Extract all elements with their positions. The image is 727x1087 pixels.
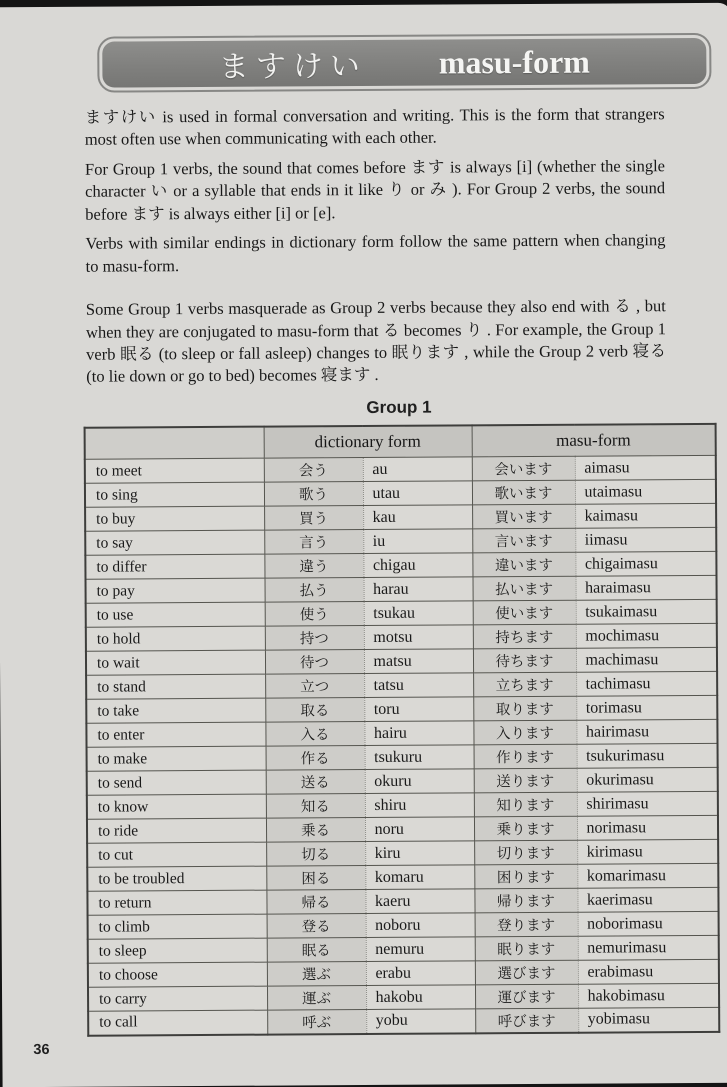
- cell-masu-jp: 入ります: [473, 720, 576, 745]
- cell-masu-ro: noborimasu: [578, 911, 719, 936]
- cell-masu-jp: 困ります: [474, 864, 577, 889]
- cell-dict-jp: 歌う: [264, 482, 363, 507]
- cell-masu-ro: komarimasu: [577, 863, 718, 888]
- chapter-title-bar-inner: [102, 38, 706, 88]
- cell-dict-jp: 言う: [264, 530, 363, 555]
- cell-masu-ro: tachimasu: [576, 671, 717, 696]
- cell-masu-jp: 払います: [472, 576, 575, 601]
- cell-dict-jp: 作る: [266, 746, 365, 771]
- cell-dict-ro: matsu: [364, 649, 473, 674]
- cell-masu-jp: 取ります: [473, 696, 576, 721]
- cell-masu-ro: hairimasu: [576, 719, 717, 744]
- cell-en: to carry: [88, 986, 267, 1011]
- chapter-title-bar: [97, 33, 711, 93]
- cell-masu-jp: 選びます: [475, 960, 578, 985]
- page-number: 36: [33, 1041, 50, 1059]
- cell-masu-jp: 切ります: [474, 840, 577, 865]
- cell-masu-jp: 使います: [473, 600, 576, 625]
- cell-masu-ro: nemurimasu: [578, 935, 719, 960]
- cell-dict-ro: iu: [363, 529, 472, 554]
- cell-en: to send: [87, 770, 266, 795]
- cell-masu-jp: 立ちます: [473, 672, 576, 697]
- cell-en: to sing: [85, 482, 264, 507]
- cell-masu-jp: 知ります: [474, 792, 577, 817]
- chapter-title-japanese: ますけい: [218, 49, 367, 84]
- cell-masu-ro: tsukurimasu: [577, 743, 718, 768]
- cell-masu-ro: kirimasu: [577, 839, 718, 864]
- cell-en: to choose: [88, 962, 267, 987]
- cell-en: to say: [85, 530, 264, 555]
- cell-dict-jp: 違う: [264, 554, 363, 579]
- cell-masu-jp: 会います: [472, 456, 575, 481]
- cell-dict-jp: 眠る: [267, 938, 366, 963]
- cell-dict-ro: harau: [363, 577, 472, 602]
- table-title: Group 1: [366, 397, 432, 417]
- cell-masu-jp: 持ちます: [473, 624, 576, 649]
- cell-dict-ro: noboru: [366, 913, 475, 938]
- cell-en: to call: [88, 1010, 267, 1035]
- cell-masu-ro: mochimasu: [576, 623, 717, 648]
- cell-dict-ro: chigau: [363, 553, 472, 578]
- cell-masu-jp: 登ります: [475, 912, 578, 937]
- cell-en: to ride: [87, 818, 266, 843]
- cell-masu-ro: hakobimasu: [578, 983, 719, 1008]
- cell-masu-ro: tsukaimasu: [576, 599, 717, 624]
- cell-en: to meet: [85, 458, 264, 483]
- verb-table-body: [85, 455, 720, 1035]
- table-row: [88, 1007, 719, 1035]
- cell-masu-jp: 帰ります: [474, 888, 577, 913]
- intro-text: [85, 103, 667, 395]
- cell-dict-jp: 呼ぶ: [267, 1010, 366, 1035]
- cell-en: to climb: [88, 914, 267, 939]
- cell-dict-jp: 取る: [265, 698, 364, 723]
- cell-dict-jp: 帰る: [266, 890, 365, 915]
- cell-dict-jp: 送る: [266, 770, 365, 795]
- cell-masu-jp: 言います: [472, 528, 575, 553]
- cell-masu-ro: torimasu: [576, 695, 717, 720]
- cell-en: to wait: [86, 650, 265, 675]
- cell-masu-jp: 違います: [472, 552, 575, 577]
- cell-masu-ro: okurimasu: [577, 767, 718, 792]
- cell-dict-jp: 買う: [264, 506, 363, 531]
- cell-masu-ro: yobimasu: [578, 1007, 719, 1032]
- paragraph-masquerade: Some Group 1 verbs masquerade as Group 2 verbs because they also end with る , but when they are conjugated to masu-form that る becomes り . For example, the Group 1 verb 眠る (to sleep or fall asleep) changes to 眠ります , while the Group 2 verb 寝る (to lie down or go to bed) becomes 寝ます .: [85, 296, 667, 387]
- cell-dict-jp: 使う: [265, 602, 364, 627]
- cell-dict-jp: 登る: [267, 914, 366, 939]
- cell-masu-jp: 運びます: [475, 984, 578, 1009]
- cell-dict-ro: kau: [363, 505, 472, 530]
- cell-dict-jp: 困る: [266, 866, 365, 891]
- cell-dict-ro: tsukau: [364, 601, 473, 626]
- cell-dict-ro: kiru: [365, 841, 474, 866]
- cell-masu-jp: 歌います: [472, 480, 575, 505]
- cell-dict-jp: 乗る: [266, 818, 365, 843]
- cell-dict-ro: tatsu: [364, 673, 473, 698]
- cell-en: to use: [86, 602, 265, 627]
- cell-dict-ro: komaru: [365, 865, 474, 890]
- cell-dict-ro: okuru: [365, 769, 474, 794]
- cell-masu-ro: shirimasu: [577, 791, 718, 816]
- cell-dict-jp: 待つ: [265, 650, 364, 675]
- cell-en: to know: [87, 794, 266, 819]
- cell-dict-jp: 払う: [264, 578, 363, 603]
- verb-conjugation-table: [84, 423, 721, 1036]
- cell-en: to make: [87, 746, 266, 771]
- cell-en: to hold: [86, 626, 265, 651]
- cell-masu-ro: iimasu: [575, 527, 716, 552]
- cell-en: to be troubled: [87, 866, 266, 891]
- paragraph-usage: ますけい is used in formal conversation and writing. This is the form that strangers most often use when communicating with each other.: [84, 104, 665, 150]
- cell-masu-jp: 送ります: [474, 768, 577, 793]
- header-masu-form: masu-form: [472, 424, 716, 457]
- cell-masu-ro: machimasu: [576, 647, 717, 672]
- cell-masu-jp: 眠ります: [475, 936, 578, 961]
- cell-dict-ro: hairu: [364, 721, 473, 746]
- cell-dict-ro: kaeru: [365, 889, 474, 914]
- table-header-row: [85, 424, 716, 459]
- cell-dict-jp: 知る: [266, 794, 365, 819]
- cell-dict-ro: yobu: [366, 1009, 475, 1034]
- paragraph-pattern: Verbs with similar endings in dictionary form follow the same pattern when changing to masu-form.: [85, 230, 666, 276]
- cell-masu-jp: 呼びます: [475, 1008, 578, 1033]
- cell-en: to sleep: [88, 938, 267, 963]
- cell-en: to buy: [85, 506, 264, 531]
- cell-masu-jp: 待ちます: [473, 648, 576, 673]
- cell-masu-ro: erabimasu: [578, 959, 719, 984]
- cell-masu-ro: kaimasu: [575, 503, 716, 528]
- cell-dict-ro: nemuru: [366, 937, 475, 962]
- cell-dict-jp: 会う: [264, 458, 363, 483]
- cell-masu-ro: chigaimasu: [575, 551, 716, 576]
- cell-dict-ro: tsukuru: [365, 745, 474, 770]
- cell-en: to take: [86, 698, 265, 723]
- cell-dict-jp: 立つ: [265, 674, 364, 699]
- header-dictionary-form: dictionary form: [264, 425, 472, 458]
- book-page: [0, 3, 727, 1087]
- cell-en: to return: [87, 890, 266, 915]
- cell-masu-ro: aimasu: [575, 455, 716, 480]
- cell-dict-ro: motsu: [364, 625, 473, 650]
- cell-en: to pay: [86, 578, 265, 603]
- cell-dict-ro: erabu: [366, 961, 475, 986]
- cell-dict-ro: shiru: [365, 793, 474, 818]
- cell-en: to enter: [86, 722, 265, 747]
- cell-masu-ro: kaerimasu: [577, 887, 718, 912]
- cell-dict-ro: utau: [363, 481, 472, 506]
- cell-masu-ro: haraimasu: [575, 575, 716, 600]
- cell-dict-ro: au: [363, 457, 472, 482]
- cell-dict-jp: 持つ: [265, 626, 364, 651]
- cell-masu-ro: utaimasu: [575, 479, 716, 504]
- cell-dict-jp: 選ぶ: [267, 962, 366, 987]
- cell-masu-ro: norimasu: [577, 815, 718, 840]
- cell-dict-ro: noru: [365, 817, 474, 842]
- paragraph-group-rules: For Group 1 verbs, the sound that comes before ます is always [i] (whether the single character い or a syllable that ends in it like り or み ). For Group 2 verbs, the sound before ます is always either [i] or [e].: [84, 156, 666, 224]
- cell-en: to stand: [86, 674, 265, 699]
- cell-dict-ro: hakobu: [366, 985, 475, 1010]
- cell-masu-jp: 作ります: [474, 744, 577, 769]
- header-empty-cell: [85, 427, 264, 460]
- cell-dict-jp: 運ぶ: [267, 986, 366, 1011]
- cell-en: to differ: [85, 554, 264, 579]
- cell-masu-jp: 乗ります: [474, 816, 577, 841]
- cell-masu-jp: 買います: [472, 504, 575, 529]
- cell-dict-jp: 切る: [266, 842, 365, 867]
- chapter-title-english: masu-form: [438, 43, 590, 81]
- cell-en: to cut: [87, 842, 266, 867]
- cell-dict-jp: 入る: [265, 722, 364, 747]
- cell-dict-ro: toru: [364, 697, 473, 722]
